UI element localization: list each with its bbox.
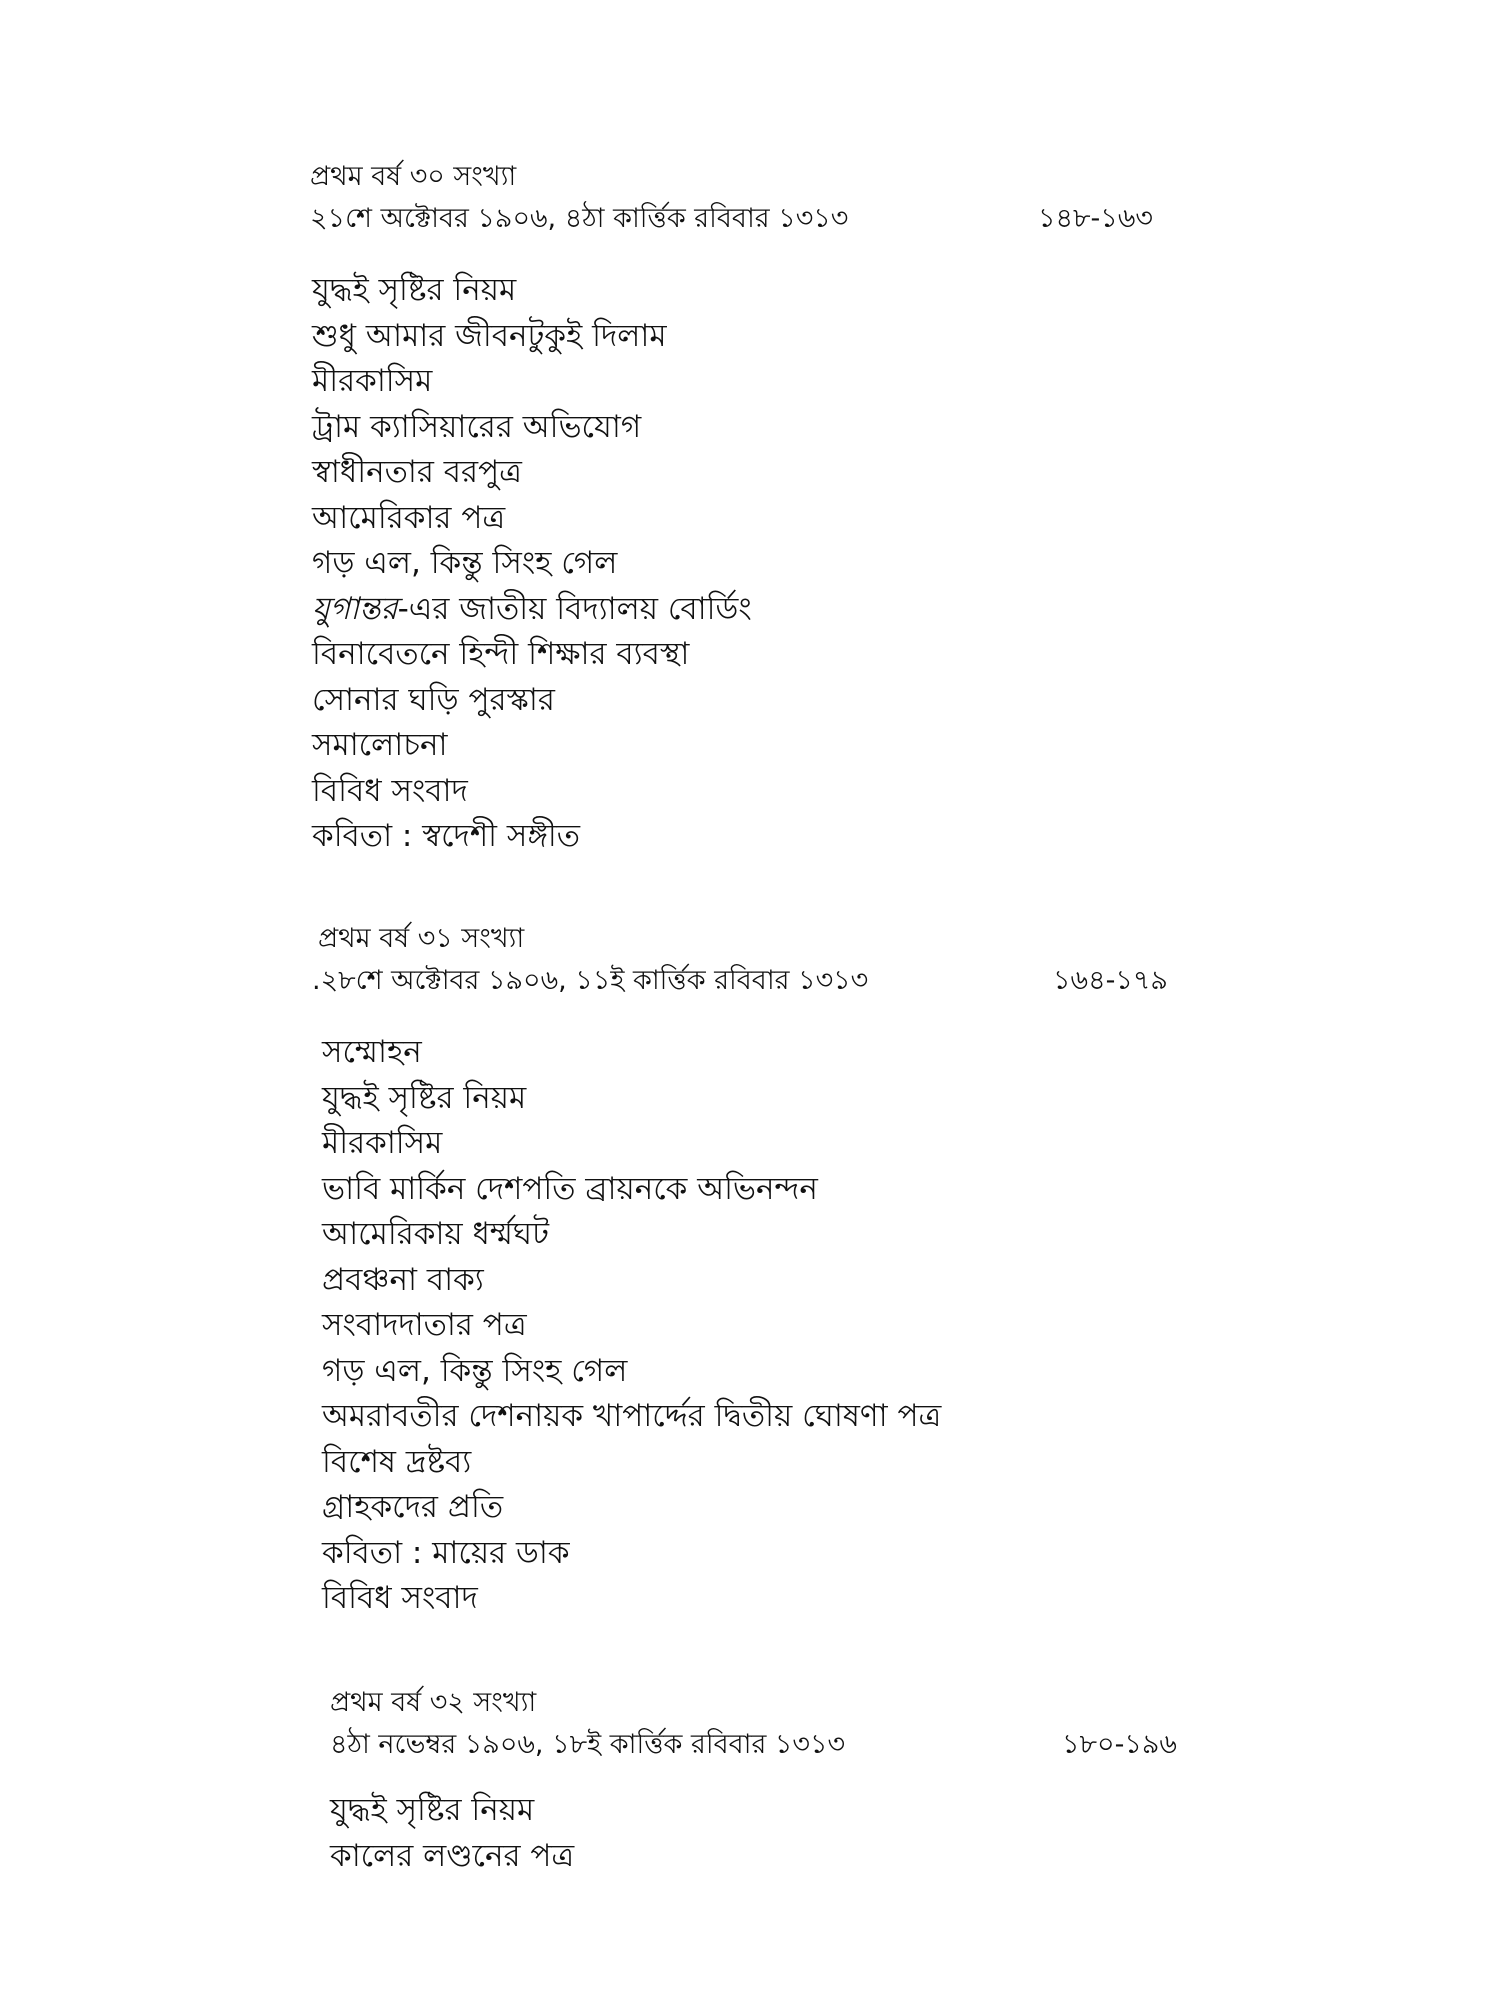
article-item: গ্রাহকদের প্রতি	[322, 1489, 504, 1525]
page-range: ১৮০-১৯৬	[1062, 1729, 1177, 1760]
article-item: ট্রাম ক্যাসিয়ারের অভিযোগ	[312, 408, 642, 445]
article-item: গড় এল, কিন্তু সিংহ গেল	[322, 1352, 628, 1389]
article-list	[312, 270, 752, 862]
article-item: ভাবি মার্কিন দেশপতি ব্রায়নকে অভিনন্দন	[322, 1170, 818, 1207]
article-item: বিশেষ দ্রষ্টব্য	[322, 1443, 472, 1480]
article-item: প্রবঞ্চনা বাক্য	[322, 1261, 484, 1298]
article-item: যুদ্ধই সৃষ্টির নিয়ম	[322, 1079, 527, 1116]
page-range: ১৬৪-১৭৯	[1053, 965, 1168, 996]
article-item-with-italic-title	[312, 589, 752, 635]
issue-dateline: ৪ঠা নভেম্বর ১৯০৬, ১৮ই কার্ত্তিক রবিবার ১৩১৩	[330, 1729, 846, 1760]
article-item: সম্মোহন	[322, 1034, 422, 1070]
article-list	[322, 1032, 941, 1624]
article-item: মীরকাসিম	[322, 1125, 443, 1161]
issue-dateline: .২৮শে অক্টোবর ১৯০৬, ১১ই কার্ত্তিক রবিবার ১৩১৩	[312, 965, 869, 996]
article-title-remainder: -এর জাতীয় বিদ্যালয় বোর্ডিং	[397, 590, 752, 627]
article-item: বিবিধ সংবাদ	[322, 1580, 478, 1616]
page-range: ১৪৮-১৬৩	[1038, 203, 1153, 234]
article-item: যুদ্ধই সৃষ্টির নিয়ম	[330, 1792, 535, 1828]
issue-heading: প্রথম বর্ষ ৩২ সংখ্যা	[330, 1687, 537, 1718]
article-item: আমেরিকায় ধর্ম্মঘট	[322, 1216, 549, 1252]
article-item: সোনার ঘড়ি পুরস্কার	[312, 681, 555, 718]
article-item: কবিতা : স্বদেশী সঙ্গীত	[312, 818, 581, 854]
article-item: গড় এল, কিন্তু সিংহ গেল	[312, 545, 618, 581]
article-item: বিনাবেতনে হিন্দী শিক্ষার ব্যবস্থা	[312, 636, 690, 672]
article-item: সংবাদদাতার পত্র	[322, 1307, 527, 1343]
article-item: শুধু আমার জীবনটুকুই দিলাম	[312, 317, 667, 354]
issue-dateline: ২১শে অক্টোবর ১৯০৬, ৪ঠা কার্ত্তিক রবিবার ১৩১৩	[310, 203, 849, 234]
article-item: আমেরিকার পত্র	[312, 499, 506, 536]
article-item: মীরকাসিম	[312, 363, 433, 399]
issue-heading: প্রথম বর্ষ ৩১ সংখ্যা	[318, 923, 525, 954]
article-item: যুদ্ধই সৃষ্টির নিয়ম	[312, 272, 517, 308]
article-item: কবিতা : মায়ের ডাক	[322, 1534, 570, 1571]
article-list	[330, 1790, 574, 1881]
article-item: স্বাধীনতার বরপুত্র	[312, 454, 522, 490]
article-item: অমরাবতীর দেশনায়ক খাপার্দ্দের দ্বিতীয় ঘোষণা পত্র	[322, 1398, 942, 1434]
article-item: কালের লণ্ডনের পত্র	[330, 1837, 575, 1874]
article-item: বিবিধ সংবাদ	[312, 772, 468, 809]
newspaper-title: যুগান্তর	[312, 590, 398, 627]
issue-heading: প্রথম বর্ষ ৩০ সংখ্যা	[310, 161, 517, 192]
article-item: সমালোচনা	[312, 727, 448, 763]
